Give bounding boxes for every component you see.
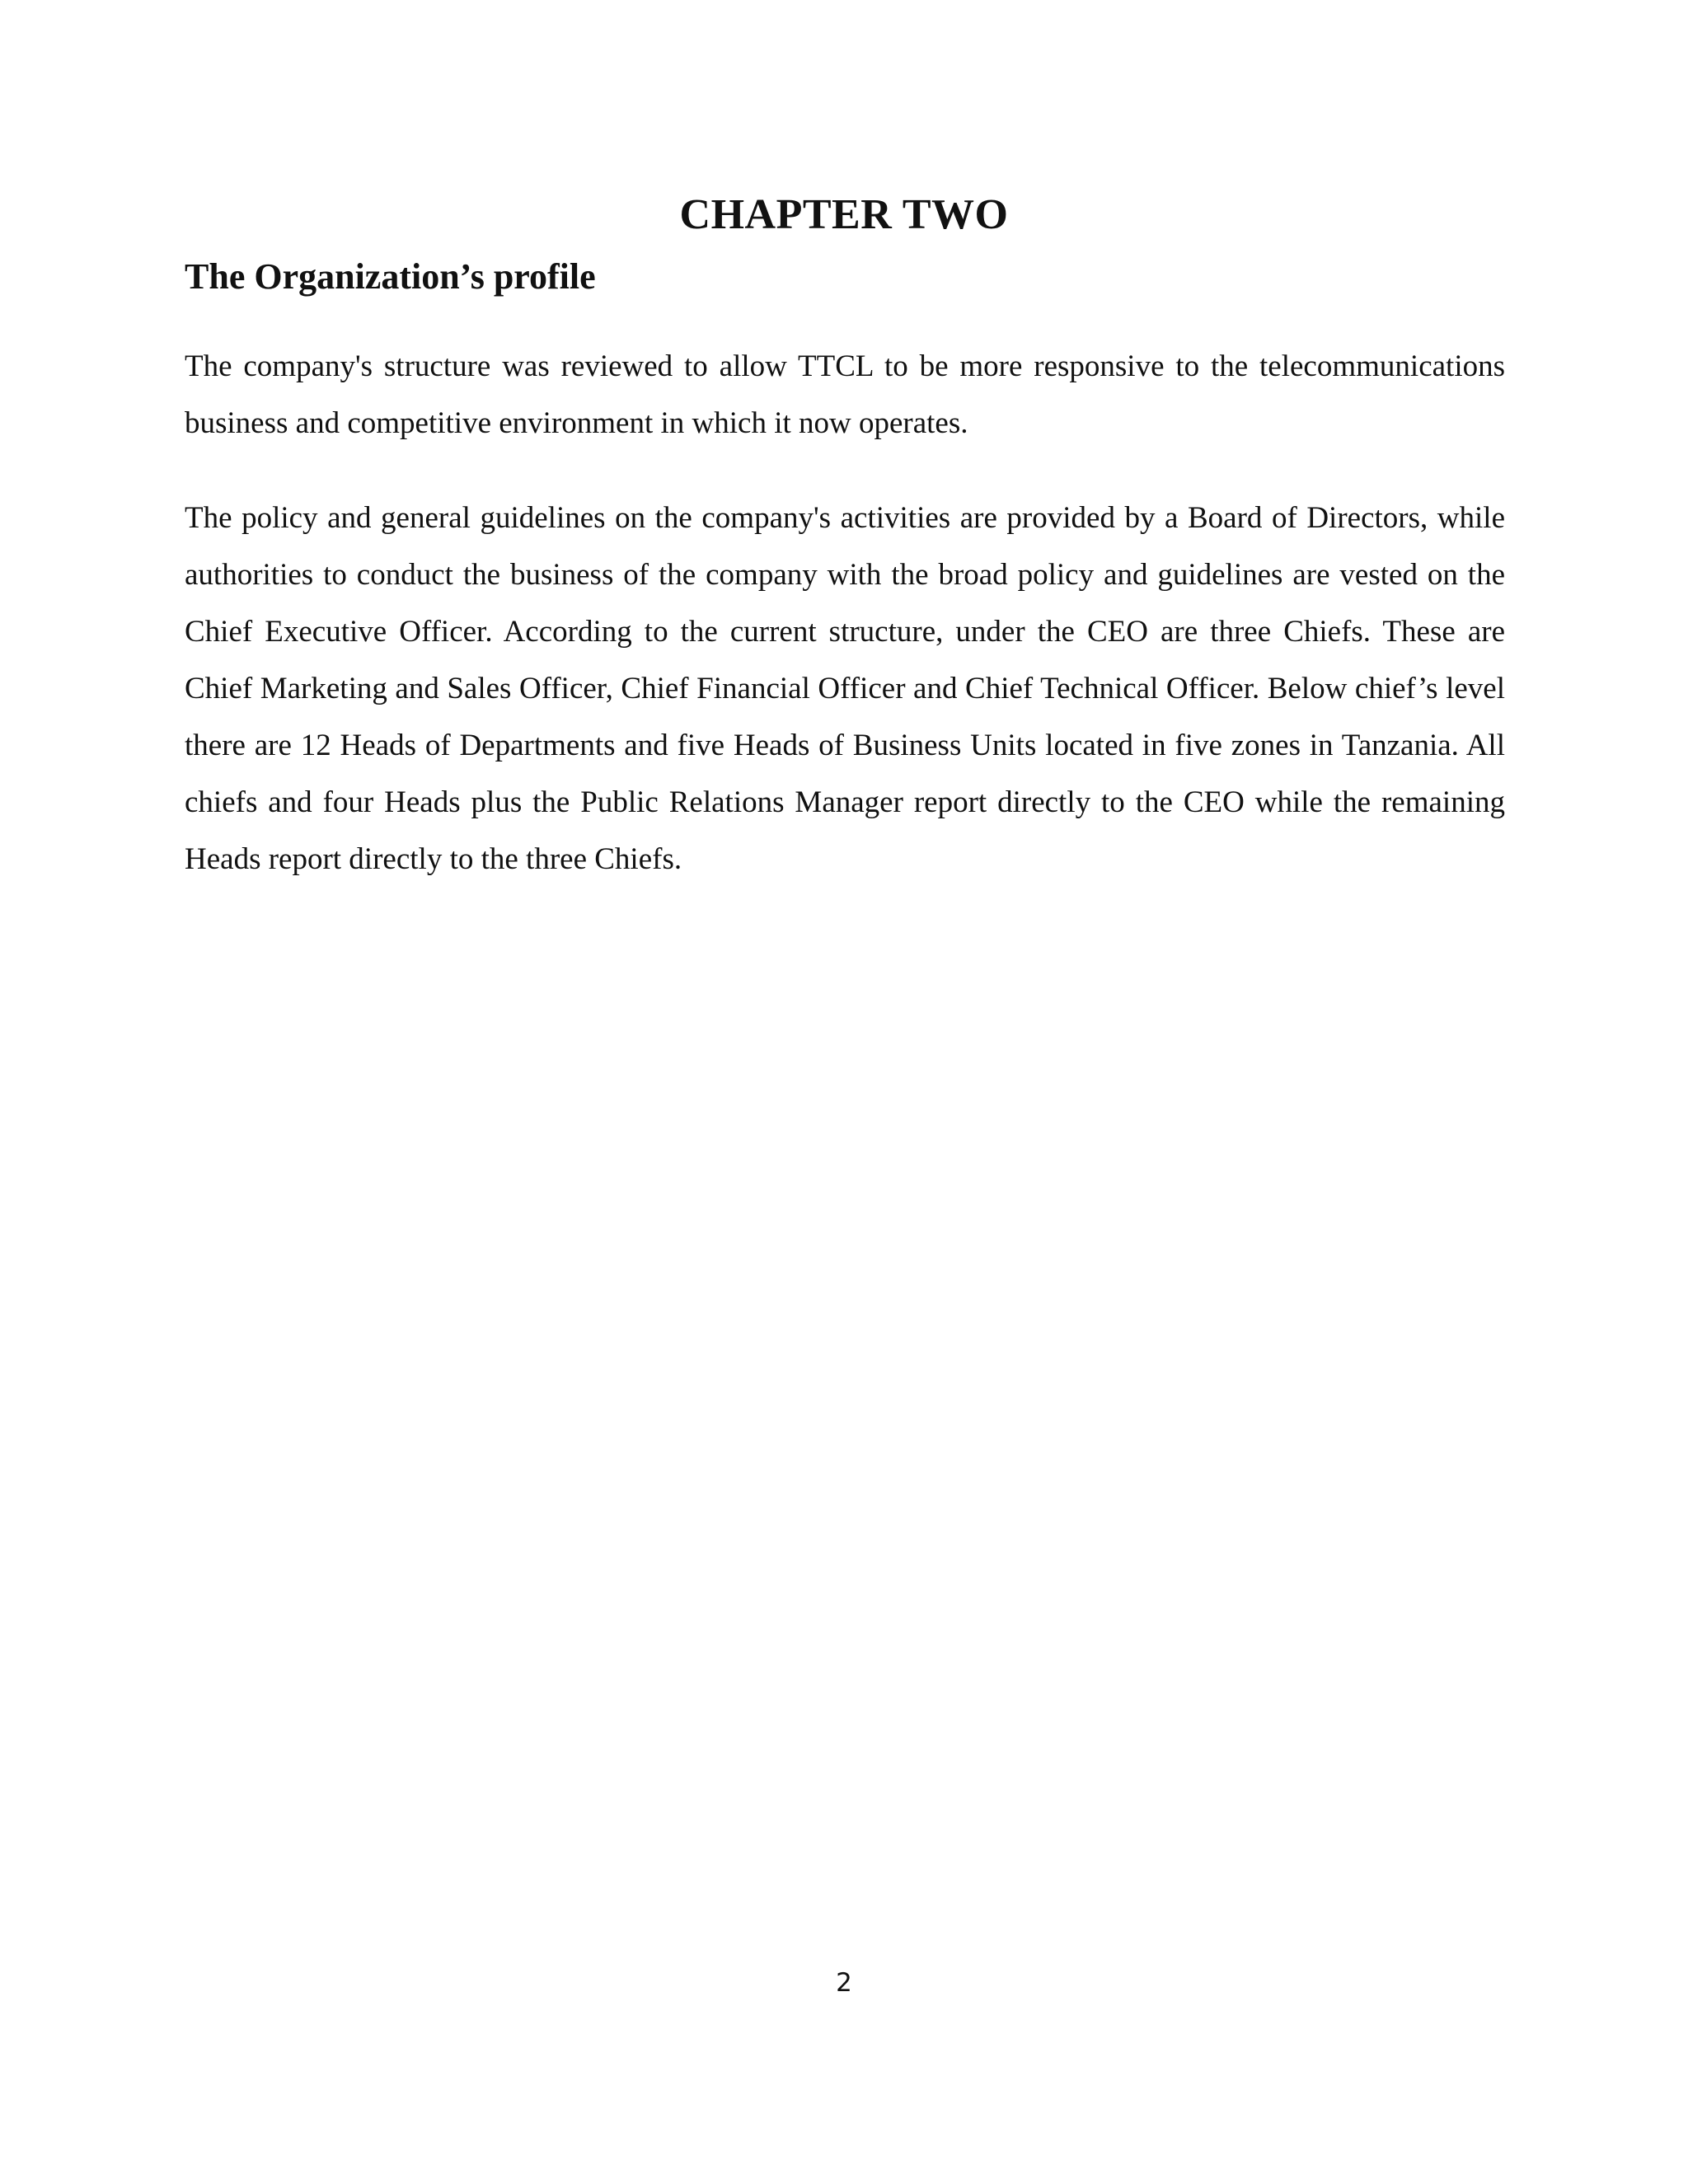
chapter-title: CHAPTER TWO [679, 191, 1009, 238]
section-heading: The Organization’s profile [185, 256, 596, 297]
body-paragraph-1: The company's structure was reviewed to allow TTCL to be more responsive to the telecommunications business and competitive environment in which it now operates. [185, 349, 1505, 440]
page-number: 2 [836, 1968, 852, 1998]
body-paragraph-2: The policy and general guidelines on the company's activities are provided by a Board of Directors, while authorities to conduct the business of the company with the broad policy and guidelines are vested on the Chief Executive Officer. According to the current structure, under the CEO are three Chiefs. These are Chief Marketing and Sales Officer, Chief Financial Officer and Chief Technical Officer. Below chief’s level there are 12 Heads of Departments and five Heads of Business Units located in five zones in Tanzania. All chiefs and four Heads plus the Public Relations Manager report directly to the CEO while the remaining Heads report directly to the three Chiefs. [185, 501, 1505, 876]
